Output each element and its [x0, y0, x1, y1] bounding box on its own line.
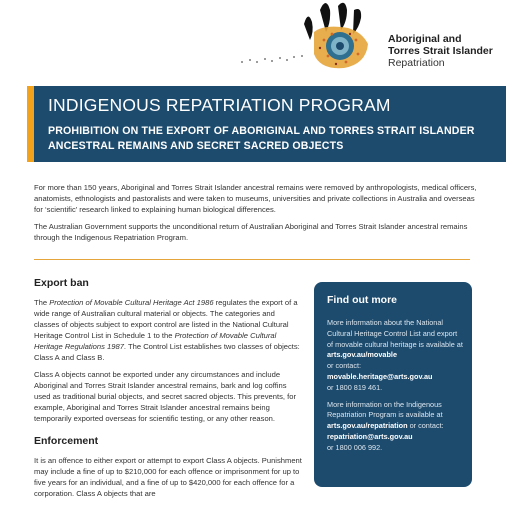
logo-line-2: Torres Strait Islander [388, 45, 493, 57]
title-banner [34, 86, 506, 162]
text-run: or contact: [327, 361, 362, 371]
find-out-more-body [327, 318, 463, 460]
export-ban-paragraph-2: Class A objects cannot be exported under any circumstances and include Aboriginal and Torres Strait Islander ancestral remains, bark and log coffins used as traditional burial objects, and secret sacred objects. This prevents, for example, Aboriginal and Torres Strait Islander ancestral remains being temporarily exported overseas for scientific testing, or any other reason. [34, 370, 296, 423]
movable-email-link[interactable]: movable.heritage@arts.gov.au [327, 371, 433, 381]
intro-section [34, 182, 479, 249]
repatriation-email-link[interactable]: repatriation@arts.gov.au [327, 431, 413, 441]
phone-number: or 1800 819 461. [327, 382, 383, 392]
logo-text [388, 33, 493, 69]
logo [232, 0, 502, 80]
text-run: . The Control List establishes two classes of objects: Class A and Class B. [34, 342, 300, 362]
section-divider [34, 259, 470, 260]
logo-line-3: Repatriation [388, 57, 445, 69]
hand-print-logo-icon [232, 0, 392, 80]
text-run: The [34, 298, 50, 307]
export-ban-heading: Export ban [34, 277, 89, 289]
movable-link[interactable]: arts.gov.au/movable [327, 350, 398, 360]
find-out-more-heading: Find out more [327, 294, 397, 306]
text-run: or contact: [407, 421, 444, 431]
export-ban-paragraph-1 [34, 297, 302, 363]
text-run: More information about the National Cultural Heritage Control List and export of movable cultural heritage is available at [327, 318, 463, 349]
page-title: INDIGENOUS REPATRIATION PROGRAM [48, 95, 391, 115]
intro-paragraph-1: For more than 150 years, Aboriginal and Torres Strait Islander ancestral remains were removed by anthropologists, medical officers, anatomists, ethnologists and pastoralists and were taken to museums, universities and private collections in Australia and overseas for ‘scientific’ research linked to explaining human biological differences. [34, 183, 477, 214]
find-out-more-paragraph-2 [327, 400, 463, 454]
logo-line-1: Aboriginal and [388, 33, 462, 45]
regulations-title: Protection of Movable Cultural Heritage Regulations 1987 [34, 331, 277, 351]
act-title: Protection of Movable Cultural Heritage Act 1986 [49, 298, 214, 307]
main-column [34, 278, 302, 505]
enforcement-heading: Enforcement [34, 435, 99, 447]
find-out-more-box [314, 282, 472, 487]
repatriation-link[interactable]: arts.gov.au/repatriation [327, 421, 408, 431]
page-subtitle: PROHIBITION ON THE EXPORT OF ABORIGINAL AND TORRES STRAIT ISLANDER ANCESTRAL REMAINS AND SECRET SACRED OBJECTS [48, 125, 475, 152]
enforcement-paragraph-1: It is an offence to either export or attempt to export Class A objects. Punishment may include a fine of up to $210,000 for each offence or imprisonment for up to five years for an individual, and a fine of up to $420,000 for each offence for a corporation. Class A objects that are [34, 456, 302, 498]
text-run: regulates the export of a wide range of Australian cultural material or objects. The categories and classes of objects subject to export control are listed in the National Cultural Heritage Control List in Schedule 1 to the [34, 298, 298, 340]
intro-paragraph-2: The Australian Government supports the unconditional return of Australian Aboriginal and Torres Strait Islander ancestral remains through the Indigenous Repatriation Program. [34, 222, 468, 242]
phone-number: or 1800 006 992. [327, 442, 383, 452]
text-run: More information on the Indigenous Repatriation Program is available at [327, 399, 443, 420]
find-out-more-paragraph-1 [327, 318, 463, 394]
